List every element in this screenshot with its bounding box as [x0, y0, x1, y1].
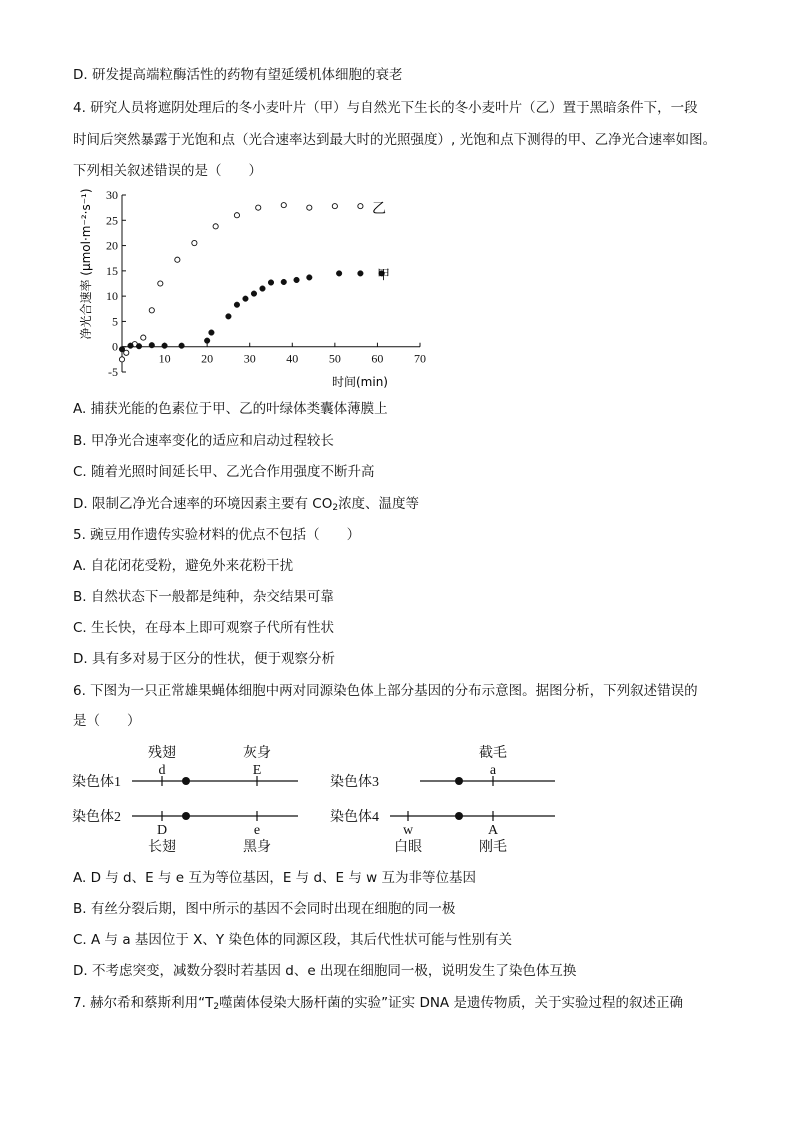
data-point-jia — [243, 296, 249, 302]
q5-stem: 5. 豌豆用作遗传实验材料的优点不包括（ ） — [73, 527, 361, 543]
chromosome-1-label: 染色体1 — [72, 775, 121, 790]
data-point-yi — [149, 308, 154, 313]
trait-gray-body: 灰身 — [243, 746, 271, 761]
data-point-jia — [204, 338, 210, 344]
q6-stem-line1: 6. 下图为一只正常雄果蝇体细胞中两对同源染色体上部分基因的分布示意图。据图分析，下列叙述错误的 — [73, 683, 698, 699]
q5-option-a: A. 自花闭花受粉，避免外来花粉干扰 — [73, 558, 294, 574]
data-point-yi — [358, 204, 363, 209]
chromosome-3-label: 染色体3 — [330, 775, 379, 790]
data-point-jia — [136, 343, 142, 349]
q4-option-c: C. 随着光照时间延长甲、乙光合作用强度不断升高 — [73, 464, 375, 480]
data-point-yi — [256, 205, 261, 210]
data-point-jia — [162, 343, 168, 349]
x-tick-label: 40 — [286, 351, 299, 366]
centromere-4 — [455, 812, 463, 820]
data-point-yi — [332, 204, 337, 209]
q6-stem-line2: 是（ ） — [73, 713, 141, 729]
q6-option-d: D. 不考虑突变，减数分裂时若基因 d、e 出现在细胞同一极，说明发生了染色体互换 — [73, 963, 577, 979]
q5-option-b: B. 自然状态下一般都是纯种，杂交结果可靠 — [73, 589, 334, 605]
data-point-jia — [209, 330, 215, 336]
y-tick-label: 0 — [112, 339, 118, 354]
y-axis-title: 净光合速率 (μmol·m⁻²·s⁻¹) — [79, 188, 93, 340]
q3-option-d: D. 研发提高端粒酶活性的药物有望延缓机体细胞的衰老 — [73, 67, 403, 83]
data-point-yi — [141, 335, 146, 340]
data-point-yi — [192, 240, 197, 245]
q6-option-a: A. D 与 d、E 与 e 互为等位基因，E 与 d、E 与 w 互为非等位基因 — [73, 870, 476, 886]
trait-normal-bristle: 刚毛 — [479, 840, 507, 855]
gene-D: D — [156, 823, 168, 838]
x-tick-label: 10 — [158, 351, 171, 366]
chromosome-diagram — [70, 738, 570, 863]
data-point-jia — [149, 342, 155, 348]
gene-A: A — [487, 823, 499, 838]
trait-black-body: 黑身 — [243, 840, 271, 855]
data-point-jia — [294, 277, 300, 283]
q5-option-c: C. 生长快，在母本上即可观察子代所有性状 — [73, 620, 335, 636]
gene-d-lower: d — [158, 763, 166, 778]
data-point-jia — [251, 291, 257, 297]
data-point-yi — [119, 357, 124, 362]
q4-option-d: D. 限制乙净光合速率的环境因素主要有 $CO_2$浓度、温度等 — [73, 496, 420, 513]
q7-stem: 7. 赫尔希和蔡斯利用“$T_2$噬菌体侵染大肠杆菌的实验”证实 DNA 是遗传物质，关于实验过程的叙述正确 — [73, 995, 683, 1012]
q4-stem-line2: 时间后突然暴露于光饱和点（光合速率达到最大时的光照强度）, 光饱和点下测得的甲、乙净光合速率如图。 — [73, 132, 717, 148]
gene-a-lower: a — [489, 763, 497, 778]
y-tick-label: 5 — [112, 314, 118, 329]
data-point-jia — [234, 302, 240, 308]
q4-stem-line1: 4. 研究人员将遮阴处理后的冬小麦叶片（甲）与自然光下生长的冬小麦叶片（乙）置于黑暗条件下，一段 — [73, 100, 698, 116]
centromere-1 — [182, 777, 190, 785]
data-point-jia — [336, 271, 342, 277]
data-point-jia — [260, 286, 266, 292]
trait-long-wing: 长翅 — [148, 840, 176, 855]
data-point-jia — [226, 314, 232, 320]
data-point-jia — [281, 279, 287, 285]
q6-option-b: B. 有丝分裂后期，图中所示的基因不会同时出现在细胞的同一极 — [73, 901, 456, 917]
y-tick-label: 25 — [106, 213, 118, 228]
data-point-yi — [307, 205, 312, 210]
gene-w-lower: w — [402, 823, 414, 838]
chart-series — [119, 203, 384, 362]
q4-stem-line3: 下列相关叙述错误的是（ ） — [73, 163, 262, 179]
series-label-jia: 甲 — [377, 268, 391, 283]
y-tick-label: 15 — [106, 263, 118, 278]
data-point-jia — [307, 275, 313, 281]
data-point-jia — [268, 280, 274, 286]
data-point-yi — [213, 224, 218, 229]
x-tick-label: 60 — [371, 351, 384, 366]
data-point-jia — [179, 343, 185, 349]
gene-e-lower: e — [253, 823, 261, 838]
centromere-3 — [455, 777, 463, 785]
data-point-jia — [119, 346, 125, 352]
x-tick-label: 50 — [328, 351, 341, 366]
q4-option-a: A. 捕获光能的色素位于甲、乙的叶绿体类囊体薄膜上 — [73, 401, 388, 417]
x-tick-label: 70 — [414, 351, 426, 366]
trait-white-eye: 白眼 — [394, 840, 422, 855]
data-point-yi — [158, 281, 163, 286]
data-point-jia — [358, 271, 364, 277]
trait-bobbed-bristle: 截毛 — [479, 746, 507, 761]
chromosome-2-label: 染色体2 — [72, 810, 121, 825]
gene-E: E — [252, 763, 262, 778]
y-tick-label: 10 — [106, 289, 118, 304]
net-photosynthesis-chart — [70, 180, 440, 395]
chromosome-4-label: 染色体4 — [330, 810, 379, 825]
data-point-yi — [175, 257, 180, 262]
x-tick-label: 30 — [243, 351, 256, 366]
data-point-yi — [281, 203, 286, 208]
trait-vestigial-wing: 残翅 — [148, 746, 176, 761]
series-label-yi: 乙 — [372, 201, 386, 217]
y-tick-label: 30 — [106, 188, 118, 202]
q5-option-d: D. 具有多对易于区分的性状，便于观察分析 — [73, 651, 335, 667]
y-tick-label: -5 — [108, 365, 118, 379]
data-point-jia — [128, 343, 134, 349]
q4-option-b: B. 甲净光合速率变化的适应和启动过程较长 — [73, 433, 334, 449]
x-tick-label: 20 — [201, 351, 214, 366]
q6-option-c: C. A 与 a 基因位于 X、Y 染色体的同源区段，其后代性状可能与性别有关 — [73, 932, 512, 948]
centromere-2 — [182, 812, 190, 820]
data-point-yi — [234, 213, 239, 218]
y-tick-label: 20 — [106, 238, 118, 253]
x-axis-title: 时间(min) — [332, 375, 388, 389]
